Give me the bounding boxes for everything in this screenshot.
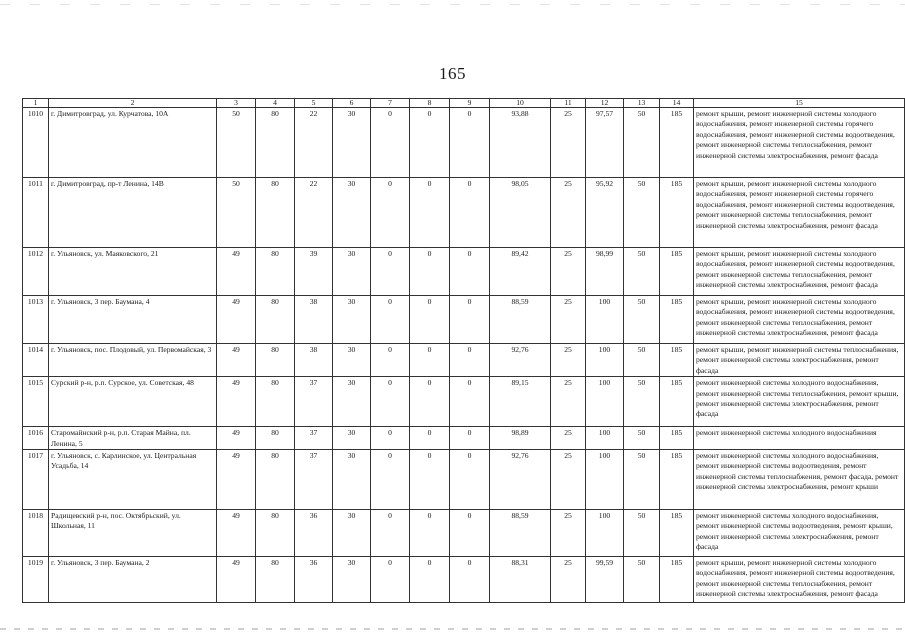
value-cell: 38 [295,344,333,377]
value-cell: 30 [333,178,371,248]
value-cell: 185 [660,510,694,557]
column-header: 6 [333,99,371,108]
value-cell: 25 [551,450,586,510]
value-cell: 80 [256,377,295,427]
value-cell: 0 [450,557,490,603]
value-cell: 92,76 [490,450,551,510]
value-cell: 25 [551,510,586,557]
value-cell: 49 [217,510,256,557]
value-cell: 0 [371,510,410,557]
scan-bottom-edge [0,628,905,630]
value-cell: 49 [217,296,256,344]
works-cell: ремонт инженерной системы холодного водоснабжения, ремонт инженерной системы теплоснабжения, ремонт крыши, ремонт инженерной системы электроснабжения, ремонт фасада [694,377,905,427]
value-cell: 49 [217,557,256,603]
table-row [23,296,905,344]
value-cell: 49 [217,427,256,450]
register-table [22,98,905,603]
value-cell: 0 [410,510,450,557]
value-cell: 80 [256,427,295,450]
value-cell: 22 [295,178,333,248]
value-cell: 30 [333,344,371,377]
value-cell: 92,76 [490,344,551,377]
row-number-cell: 1017 [23,450,49,510]
row-number-cell: 1018 [23,510,49,557]
value-cell: 100 [586,344,624,377]
value-cell: 30 [333,108,371,178]
value-cell: 25 [551,248,586,296]
value-cell: 0 [371,248,410,296]
value-cell: 100 [586,450,624,510]
value-cell: 50 [624,344,660,377]
value-cell: 49 [217,344,256,377]
value-cell: 185 [660,450,694,510]
address-cell: Радищевский р-н, пос. Октябрьский, ул. Школьная, 11 [49,510,217,557]
page-number: 165 [439,64,466,83]
address-cell: г. Ульяновск, с. Карлинское, ул. Центральная Усадьба, 14 [49,450,217,510]
works-cell: ремонт крыши, ремонт инженерной системы холодного водоснабжения, ремонт инженерной системы водоотведения, ремонт инженерной системы теплоснабжения, ремонт инженерной системы электроснабжения, ремонт фасада [694,296,905,344]
value-cell: 0 [371,296,410,344]
table-row [23,248,905,296]
table-row [23,377,905,427]
value-cell: 100 [586,296,624,344]
works-cell: ремонт инженерной системы холодного водоснабжения, ремонт инженерной системы водоотведения, ремонт крыши, ремонт инженерной системы электроснабжения, ремонт фасада [694,510,905,557]
value-cell: 30 [333,510,371,557]
column-header: 5 [295,99,333,108]
value-cell: 30 [333,377,371,427]
value-cell: 97,57 [586,108,624,178]
value-cell: 49 [217,248,256,296]
works-cell: ремонт крыши, ремонт инженерной системы теплоснабжения, ремонт инженерной системы электроснабжения, ремонт фасада [694,344,905,377]
value-cell: 50 [624,510,660,557]
row-number-cell: 1010 [23,108,49,178]
value-cell: 0 [371,557,410,603]
works-cell: ремонт инженерной системы холодного водоснабжения [694,427,905,450]
value-cell: 185 [660,248,694,296]
row-number-cell: 1014 [23,344,49,377]
row-number-cell: 1015 [23,377,49,427]
value-cell: 30 [333,557,371,603]
value-cell: 50 [624,450,660,510]
address-cell: г. Ульяновск, 3 пер. Баумана, 4 [49,296,217,344]
register-rows [23,108,905,603]
works-cell: ремонт инженерной системы холодного водоснабжения, ремонт инженерной системы водоотведения, ремонт инженерной системы теплоснабжения, ремонт фасада, ремонт инженерной системы электроснабжения, ремонт крыши [694,450,905,510]
table-row [23,450,905,510]
value-cell: 100 [586,427,624,450]
value-cell: 0 [450,377,490,427]
value-cell: 0 [450,450,490,510]
value-cell: 185 [660,108,694,178]
value-cell: 0 [450,427,490,450]
value-cell: 98,05 [490,178,551,248]
address-cell: Старомайнский р-н, р.п. Старая Майна, пл. Ленина, 5 [49,427,217,450]
value-cell: 0 [450,108,490,178]
column-header: 2 [49,99,217,108]
value-cell: 0 [371,108,410,178]
column-header: 9 [450,99,490,108]
table-row [23,557,905,603]
row-number-cell: 1013 [23,296,49,344]
value-cell: 88,31 [490,557,551,603]
scan-top-edge [0,4,905,5]
value-cell: 0 [410,248,450,296]
table-row [23,510,905,557]
column-header: 13 [624,99,660,108]
value-cell: 0 [410,178,450,248]
works-cell: ремонт крыши, ремонт инженерной системы холодного водоснабжения, ремонт инженерной системы водоотведения, ремонт инженерной системы теплоснабжения, ремонт инженерной системы электроснабжения, ремонт фасада [694,248,905,296]
value-cell: 95,92 [586,178,624,248]
column-header: 7 [371,99,410,108]
value-cell: 100 [586,377,624,427]
table-row [23,427,905,450]
column-header: 15 [694,99,905,108]
value-cell: 49 [217,377,256,427]
value-cell: 185 [660,427,694,450]
value-cell: 0 [410,344,450,377]
table-row [23,108,905,178]
value-cell: 100 [586,510,624,557]
value-cell: 98,99 [586,248,624,296]
value-cell: 0 [371,178,410,248]
value-cell: 50 [624,178,660,248]
column-header: 12 [586,99,624,108]
address-cell: г. Ульяновск, ул. Маяковского, 21 [49,248,217,296]
works-cell: ремонт крыши, ремонт инженерной системы холодного водоснабжения, ремонт инженерной системы горячего водоснабжения, ремонт инженерной системы водоотведения, ремонт инженерной системы теплоснабжения, ремонт инженерной системы электроснабжения, ремонт фасада [694,108,905,178]
column-header: 11 [551,99,586,108]
row-number-cell: 1016 [23,427,49,450]
value-cell: 25 [551,108,586,178]
value-cell: 0 [371,344,410,377]
value-cell: 80 [256,450,295,510]
works-cell: ремонт крыши, ремонт инженерной системы холодного водоснабжения, ремонт инженерной системы горячего водоснабжения, ремонт инженерной системы водоотведения, ремонт инженерной системы теплоснабжения, ремонт инженерной системы электроснабжения, ремонт фасада [694,178,905,248]
value-cell: 30 [333,427,371,450]
column-header: 1 [23,99,49,108]
value-cell: 88,59 [490,510,551,557]
address-cell: г. Димитровград, ул. Курчатова, 10А [49,108,217,178]
value-cell: 0 [410,427,450,450]
column-header: 3 [217,99,256,108]
value-cell: 50 [624,557,660,603]
value-cell: 80 [256,344,295,377]
address-cell: Сурский р-н, р.п. Сурское, ул. Советская, 48 [49,377,217,427]
value-cell: 50 [624,377,660,427]
value-cell: 80 [256,510,295,557]
value-cell: 185 [660,296,694,344]
value-cell: 30 [333,296,371,344]
value-cell: 93,88 [490,108,551,178]
value-cell: 80 [256,296,295,344]
value-cell: 88,59 [490,296,551,344]
row-number-cell: 1012 [23,248,49,296]
value-cell: 0 [371,377,410,427]
value-cell: 30 [333,248,371,296]
value-cell: 0 [450,248,490,296]
value-cell: 0 [450,296,490,344]
value-cell: 0 [371,450,410,510]
value-cell: 50 [217,178,256,248]
value-cell: 185 [660,178,694,248]
value-cell: 0 [410,296,450,344]
table-row [23,344,905,377]
address-cell: г. Ульяновск, 3 пер. Баумана, 2 [49,557,217,603]
value-cell: 25 [551,557,586,603]
column-header: 8 [410,99,450,108]
value-cell: 0 [450,178,490,248]
value-cell: 185 [660,557,694,603]
value-cell: 50 [624,248,660,296]
value-cell: 36 [295,510,333,557]
value-cell: 99,59 [586,557,624,603]
value-cell: 50 [217,108,256,178]
value-cell: 25 [551,178,586,248]
value-cell: 89,42 [490,248,551,296]
value-cell: 22 [295,108,333,178]
value-cell: 25 [551,427,586,450]
value-cell: 0 [410,108,450,178]
column-header: 10 [490,99,551,108]
address-cell: г. Ульяновск, пос. Плодовый, ул. Первомайская, 3 [49,344,217,377]
row-number-cell: 1011 [23,178,49,248]
value-cell: 80 [256,108,295,178]
value-cell: 98,89 [490,427,551,450]
value-cell: 50 [624,296,660,344]
value-cell: 0 [450,510,490,557]
value-cell: 36 [295,557,333,603]
value-cell: 30 [333,450,371,510]
value-cell: 89,15 [490,377,551,427]
row-number-cell: 1019 [23,557,49,603]
value-cell: 0 [450,344,490,377]
value-cell: 185 [660,377,694,427]
value-cell: 0 [371,427,410,450]
column-number-row [23,99,905,108]
value-cell: 38 [295,296,333,344]
value-cell: 25 [551,377,586,427]
value-cell: 185 [660,344,694,377]
value-cell: 80 [256,178,295,248]
value-cell: 80 [256,248,295,296]
works-cell: ремонт крыши, ремонт инженерной системы холодного водоснабжения, ремонт инженерной системы водоотведения, ремонт инженерной системы теплоснабжения, ремонт инженерной системы электроснабжения, ремонт фасада [694,557,905,603]
value-cell: 80 [256,557,295,603]
value-cell: 50 [624,427,660,450]
column-header: 14 [660,99,694,108]
value-cell: 37 [295,427,333,450]
value-cell: 0 [410,450,450,510]
value-cell: 25 [551,344,586,377]
table-row [23,178,905,248]
value-cell: 49 [217,450,256,510]
address-cell: г. Димитровград, пр-т Ленина, 14В [49,178,217,248]
value-cell: 25 [551,296,586,344]
value-cell: 37 [295,377,333,427]
column-header: 4 [256,99,295,108]
value-cell: 50 [624,108,660,178]
value-cell: 0 [410,557,450,603]
value-cell: 37 [295,450,333,510]
value-cell: 39 [295,248,333,296]
value-cell: 0 [410,377,450,427]
